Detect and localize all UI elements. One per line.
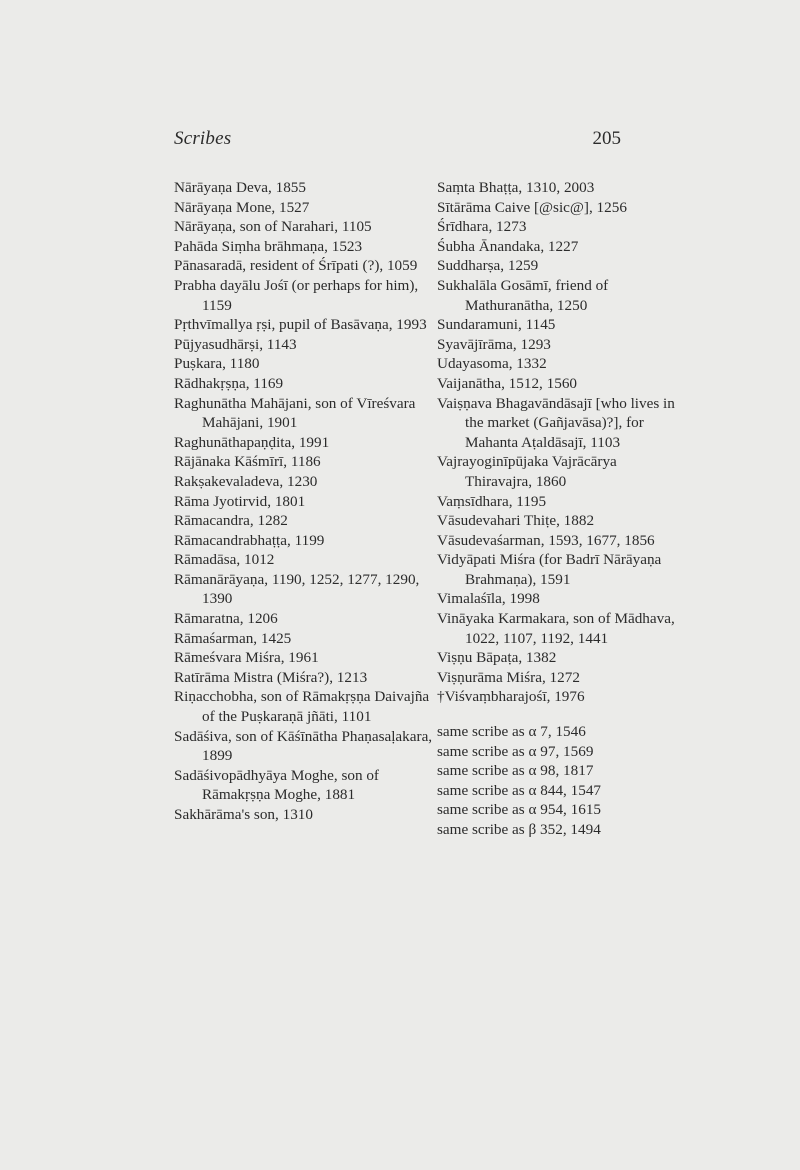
section-gap: [437, 707, 677, 722]
index-entry: Vināyaka Karmakara, son of Mādhava, 1022, 1107, 1192, 1441: [437, 610, 675, 647]
index-entry: Sadāśivopādhyāya Moghe, son of Rāmakṛṣṇa Moghe, 1881: [174, 766, 379, 804]
same-scribe-entry: same scribe as α 954, 1615: [437, 801, 602, 819]
index-entry: Sukhalāla Gosāmī, friend of Mathuranātha, 1250: [437, 276, 609, 314]
index-entry: Vidyāpati Miśra (for Badrī Nārāyaṇa Brahmaṇa), 1591: [437, 551, 662, 588]
index-entry: Pṛthvīmallya ṛṣi, pupil of Basāvaṇa, 1993: [174, 316, 427, 334]
index-entry: Rāmeśvara Miśra, 1961: [174, 649, 319, 667]
index-entry: Pānasaradā, resident of Śrīpati (?), 1059: [174, 257, 418, 275]
index-entry: Prabha dayālu Jośī (or perhaps for him), 1159: [174, 276, 419, 314]
index-entry: Rāmadāsa, 1012: [174, 551, 275, 569]
index-entry: Puṣkara, 1180: [174, 355, 260, 373]
index-entry: Rāmaśarman, 1425: [174, 629, 292, 647]
index-entry: Rāmacandrabhaṭṭa, 1199: [174, 531, 325, 549]
same-scribe-entry: same scribe as α 97, 1569: [437, 742, 594, 760]
index-entry: Śrīdhara, 1273: [437, 218, 527, 236]
index-entry: Saṃta Bhaṭṭa, 1310, 2003: [437, 179, 595, 196]
index-entry: Sundaramuni, 1145: [437, 316, 556, 334]
left-column: [174, 178, 434, 825]
index-entry: Sakhārāma's son, 1310: [174, 806, 313, 823]
page-number: 205: [592, 128, 621, 149]
index-entry: Udayasoma, 1332: [437, 355, 547, 373]
index-entry: Rakṣakevaladeva, 1230: [174, 472, 318, 490]
index-entry: Nārāyaṇa, son of Narahari, 1105: [174, 218, 372, 236]
index-entry: Vaijanātha, 1512, 1560: [437, 374, 578, 392]
index-entry: Rādhakṛṣṇa, 1169: [174, 374, 284, 392]
index-entry: Rāmanārāyaṇa, 1190, 1252, 1277, 1290, 1390: [174, 570, 420, 608]
index-entry: Syavājīrāma, 1293: [437, 335, 551, 353]
index-entry: Vāsudevaśarman, 1593, 1677, 1856: [437, 531, 655, 549]
index-entry: Śubha Ānandaka, 1227: [437, 237, 579, 255]
index-entry: Vimalaśīla, 1998: [437, 590, 540, 608]
same-scribe-entry: same scribe as α 844, 1547: [437, 781, 602, 799]
index-entry: Viṣṇu Bāpaṭa, 1382: [437, 649, 557, 667]
index-entry: Rāmacandra, 1282: [174, 512, 288, 530]
index-entry: Riṇacchobha, son of Rāmakṛṣṇa Daivajña of the Puṣkaraṇā jñāti, 1101: [174, 688, 430, 726]
index-entry: Pūjyasudhārṣi, 1143: [174, 335, 297, 353]
same-scribe-entry: same scribe as β 352, 1494: [437, 821, 601, 838]
index-entry: Suddharṣa, 1259: [437, 257, 539, 275]
running-title: Scribes: [174, 128, 232, 149]
index-entry: Nārāyaṇa Deva, 1855: [174, 179, 306, 196]
index-entry: Rājānaka Kāśmīrī, 1186: [174, 453, 321, 471]
index-entry: Rāmaratna, 1206: [174, 610, 278, 628]
index-entry: Rāma Jyotirvid, 1801: [174, 492, 306, 510]
index-entry: Sadāśiva, son of Kāśīnātha Phaṇasaḷakara, 1899: [174, 727, 433, 765]
same-scribe-entry: same scribe as α 7, 1546: [437, 723, 586, 741]
index-entry: Vāsudevahari Thiṭe, 1882: [437, 512, 595, 530]
index-entry: Raghunātha Mahājani, son of Vīreśvara Mahājani, 1901: [174, 394, 416, 432]
index-entry: Vaiṣṇava Bhagavāndāsajī [who lives in the market (Gañjavāsa)?], for Mahanta Aṭaldāsajī, 1103: [437, 394, 675, 451]
index-entry: Nārāyaṇa Mone, 1527: [174, 198, 310, 216]
index-entry: Ratīrāma Mistra (Miśra?), 1213: [174, 668, 368, 686]
index-entry: Vaṃsīdhara, 1195: [437, 492, 547, 510]
index-entry: †Viśvaṃbharajośī, 1976: [437, 688, 585, 706]
same-scribe-entry: same scribe as α 98, 1817: [437, 762, 594, 780]
index-entry: Vajrayoginīpūjaka Vajrācārya Thiravajra, 1860: [437, 453, 617, 490]
index-entry: Viṣṇurāma Miśra, 1272: [437, 668, 580, 686]
right-column: [437, 178, 677, 840]
index-entry: Sītārāma Caive [@sic@], 1256: [437, 198, 627, 216]
index-entry: Raghunāthapaṇḍita, 1991: [174, 433, 330, 451]
index-entry: Pahāda Siṃha brāhmaṇa, 1523: [174, 237, 363, 255]
